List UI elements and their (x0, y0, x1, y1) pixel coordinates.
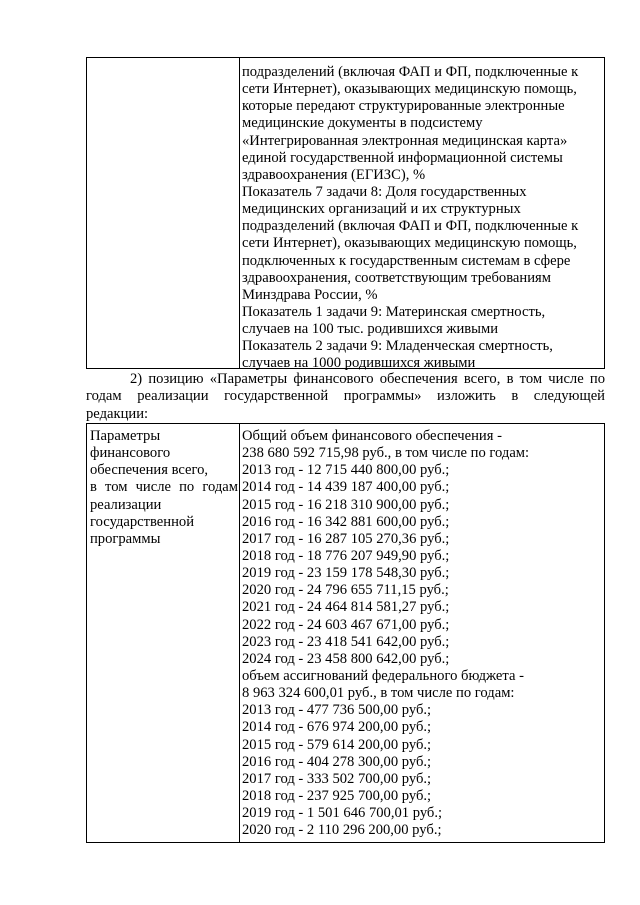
indicator-line: Показатель 1 задачи 9: Материнская смертность, (242, 303, 546, 320)
paragraph-line: 2) позицию «Параметры финансового обеспечения всего, в том числе по (130, 371, 605, 387)
financing-line: 2023 год - 23 418 541 642,00 руб.; (242, 633, 450, 650)
indicator-line: единой государственной информационной системы (242, 149, 563, 166)
indicator-line: «Интегрированная электронная медицинская карта» (242, 132, 568, 149)
financing-line: 238 680 592 715,98 руб., в том числе по годам: (242, 445, 530, 462)
financing-line: 2022 год - 24 603 467 671,00 руб.; (242, 616, 450, 633)
indicator-line: Показатель 7 задачи 8: Доля государственных (242, 183, 527, 200)
indicator-line: Минздрава России, % (242, 286, 378, 303)
label-line: финансового (90, 445, 171, 462)
indicator-line: случаев на 100 тыс. родившихся живыми (242, 321, 499, 338)
financing-table (86, 423, 605, 843)
financing-line: 2013 год - 12 715 440 800,00 руб.; (242, 462, 450, 479)
table-column-divider (239, 424, 240, 842)
indicator-line: подразделений (включая ФАП и ФП, подключенные к (242, 64, 579, 80)
indicators-table (86, 57, 605, 372)
indicator-line: здравоохранения (ЕГИЗС), % (242, 166, 426, 183)
paragraph-line: годам реализации государственной программы» изложить в следующей (86, 388, 605, 405)
financing-line: 2014 год - 676 974 200,00 руб.; (242, 719, 432, 736)
indicator-line: Показатель 2 задачи 9: Младенческая смертность, (242, 338, 553, 355)
financing-line: 2018 год - 237 925 700,00 руб.; (242, 787, 432, 804)
financing-line: Общий объем финансового обеспечения - (242, 428, 502, 444)
indicator-line: здравоохранения, соответствующим требованиям (242, 269, 551, 286)
indicator-line: медицинские документы в подсистему (242, 115, 483, 132)
label-line: обеспечения всего, (90, 462, 209, 479)
indicator-line: медицинских организаций и их структурных (242, 201, 521, 218)
financing-line: 8 963 324 600,01 руб., в том числе по годам: (242, 685, 515, 702)
financing-line: 2020 год - 2 110 296 200,00 руб.; (242, 822, 442, 839)
indicator-line: сети Интернет), оказывающих медицинскую помощь, (242, 81, 577, 98)
indicator-line: подразделений (включая ФАП и ФП, подключенные к (242, 218, 579, 235)
label-line: государственной (90, 513, 195, 530)
financing-line: объем ассигнований федерального бюджета - (242, 667, 524, 684)
financing-line: 2021 год - 24 464 814 581,27 руб.; (242, 599, 450, 616)
financing-line: 2020 год - 24 796 655 711,15 руб.; (242, 582, 449, 599)
label-line: программы (90, 530, 161, 547)
financing-line: 2015 год - 579 614 200,00 руб.; (242, 736, 432, 753)
financing-line: 2024 год - 23 458 800 642,00 руб.; (242, 650, 450, 667)
financing-values-cell (242, 428, 602, 839)
indicator-line: которые передают структурированные электронные (242, 98, 565, 115)
indicator-line: случаев на 1000 родившихся живыми (242, 355, 476, 372)
amendment-paragraph (86, 371, 605, 423)
label-line: в том числе по годам (90, 479, 238, 496)
financing-line: 2018 год - 18 776 207 949,90 руб.; (242, 547, 450, 564)
financing-line: 2017 год - 333 502 700,00 руб.; (242, 770, 432, 787)
financing-line: 2013 год - 477 736 500,00 руб.; (242, 702, 432, 719)
financing-line: 2019 год - 1 501 646 700,01 руб.; (242, 805, 443, 822)
financing-line: 2016 год - 404 278 300,00 руб.; (242, 753, 432, 770)
indicators-cell (242, 64, 602, 373)
label-line: Параметры (90, 428, 161, 444)
financing-line: 2015 год - 16 218 310 900,00 руб.; (242, 496, 450, 513)
financing-line: 2017 год - 16 287 105 270,36 руб.; (242, 530, 450, 547)
financing-line: 2016 год - 16 342 881 600,00 руб.; (242, 513, 450, 530)
financing-line: 2014 год - 14 439 187 400,00 руб.; (242, 479, 450, 496)
financing-parameter-label (90, 428, 238, 548)
table-column-divider (239, 58, 240, 368)
indicator-line: подключенных к государственным системам в сфере (242, 252, 571, 269)
label-line: реализации (90, 496, 162, 513)
paragraph-line: редакции: (86, 405, 149, 422)
indicator-line: сети Интернет), оказывающих медицинскую помощь, (242, 235, 577, 252)
financing-line: 2019 год - 23 159 178 548,30 руб.; (242, 565, 450, 582)
